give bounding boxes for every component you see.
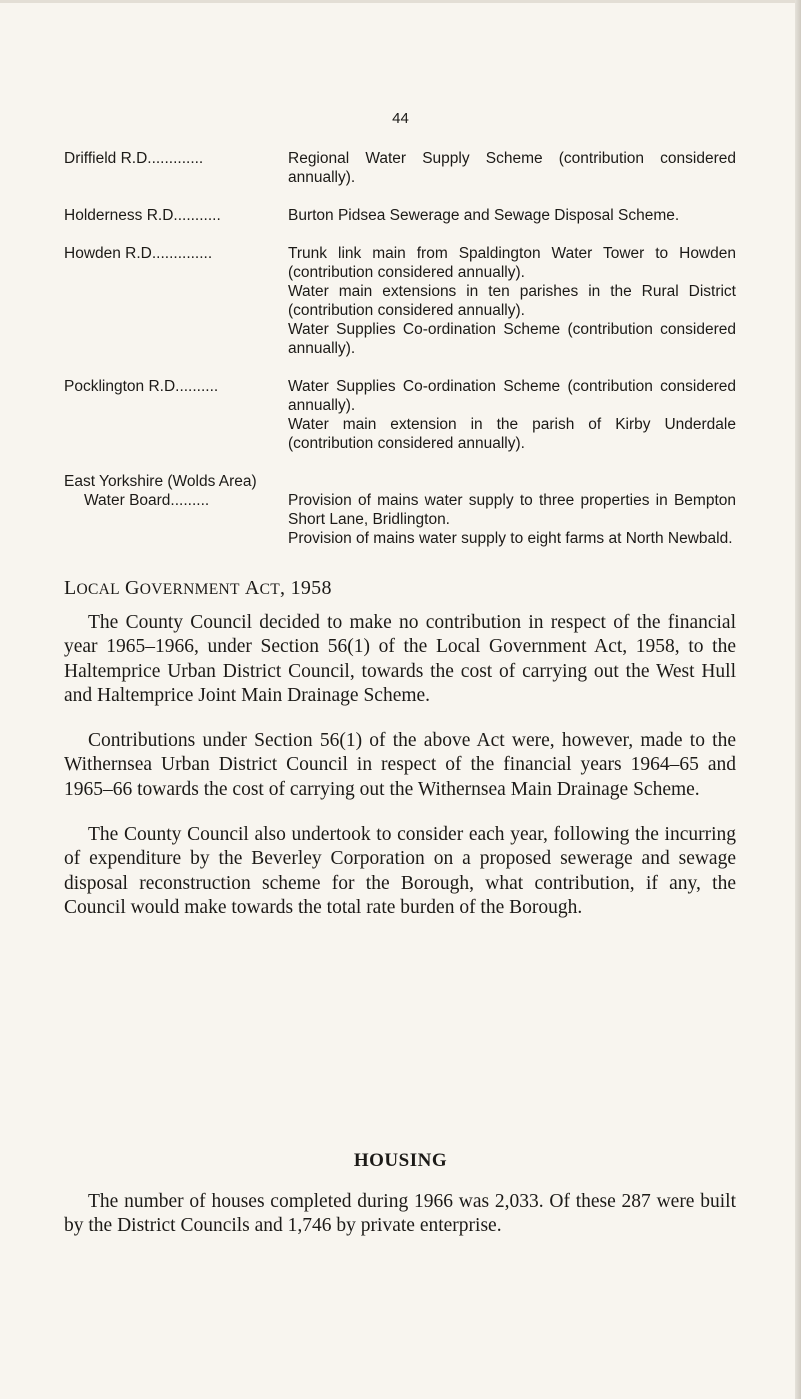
entry-body	[288, 377, 736, 453]
heading-initial: G	[125, 577, 140, 599]
entry-driffield	[64, 149, 736, 187]
entry-body	[288, 244, 736, 358]
entry-holderness	[64, 206, 736, 225]
entry-label: Water Board.........	[84, 492, 210, 509]
entry-howden	[64, 244, 736, 358]
entry-body	[288, 491, 736, 548]
east-yorkshire-heading: East Yorkshire (Wolds Area)	[64, 473, 257, 490]
entry-item: Provision of mains water supply to eight farms at North Newbald.	[288, 530, 733, 547]
entry-label: Howden R.D..............	[64, 245, 213, 262]
entry-item: Water main extension in the parish of Kirby Underdale (contribution considered annually).	[288, 416, 736, 452]
east-yorkshire-row	[64, 491, 736, 548]
heading-year: , 1958	[279, 577, 332, 599]
entry-item: Provision of mains water supply to three properties in Bempton Short Lane, Bridlington.	[288, 492, 736, 528]
heading-rest: OVERNMENT	[139, 581, 240, 598]
entry-label: Holderness R.D...........	[64, 207, 221, 224]
contribution-list	[64, 149, 736, 567]
heading-rest: OCAL	[76, 581, 120, 598]
heading-initial: A	[244, 577, 260, 599]
paragraph: The County Council decided to make no contribution in respect of the financial year 1965–1966, under Section 56(1) of the Local Government Act, 1958, to the Haltemprice Urban District Council, towards the cost of carrying out the West Hull and Haltemprice Joint Main Drainage Scheme.	[64, 612, 736, 706]
section-heading-local-government-act	[64, 577, 332, 600]
entry-body	[288, 206, 736, 225]
page-right-edge	[795, 0, 801, 1399]
entry-body	[288, 149, 736, 187]
page-number: 44	[392, 110, 409, 127]
entry-item: Regional Water Supply Scheme (contribution considered annually).	[288, 150, 736, 186]
entry-pocklington	[64, 377, 736, 453]
page-top-edge	[0, 0, 801, 3]
paragraph: The number of houses completed during 1966 was 2,033. Of these 287 were built by the District Councils and 1,746 by private enterprise.	[64, 1191, 736, 1236]
entry-item: Water Supplies Co-ordination Scheme (contribution considered annually).	[288, 378, 736, 414]
entry-item: Water Supplies Co-ordination Scheme (contribution considered annually).	[288, 321, 736, 357]
entry-item: Water main extensions in ten parishes in the Rural District (contribution considered annually).	[288, 283, 736, 319]
entry-label: Pocklington R.D..........	[64, 378, 219, 395]
entry-item: Trunk link main from Spaldington Water Tower to Howden (contribution considered annually).	[288, 245, 736, 281]
paragraph: Contributions under Section 56(1) of the above Act were, however, made to the Withernsea Urban District Council in respect of the financial years 1964–65 and 1965–66 towards the cost of carrying out the Withernsea Main Drainage Scheme.	[64, 730, 736, 800]
local-government-paragraphs	[64, 611, 736, 941]
housing-paragraph-block	[64, 1190, 736, 1237]
section-heading-housing: HOUSING	[353, 1150, 448, 1171]
entry-item: Burton Pidsea Sewerage and Sewage Disposal Scheme.	[288, 207, 680, 224]
entry-east-yorkshire	[64, 472, 736, 548]
paragraph: The County Council also undertook to consider each year, following the incurring of expenditure by the Beverley Corporation on a proposed sewerage and sewage disposal reconstruction scheme for the Borough, what contribution, if any, the Council would make towards the total rate burden of the Borough.	[64, 824, 736, 918]
entry-label: Driffield R.D.............	[64, 150, 204, 167]
heading-initial: L	[64, 577, 77, 599]
heading-rest: CT	[259, 581, 280, 598]
